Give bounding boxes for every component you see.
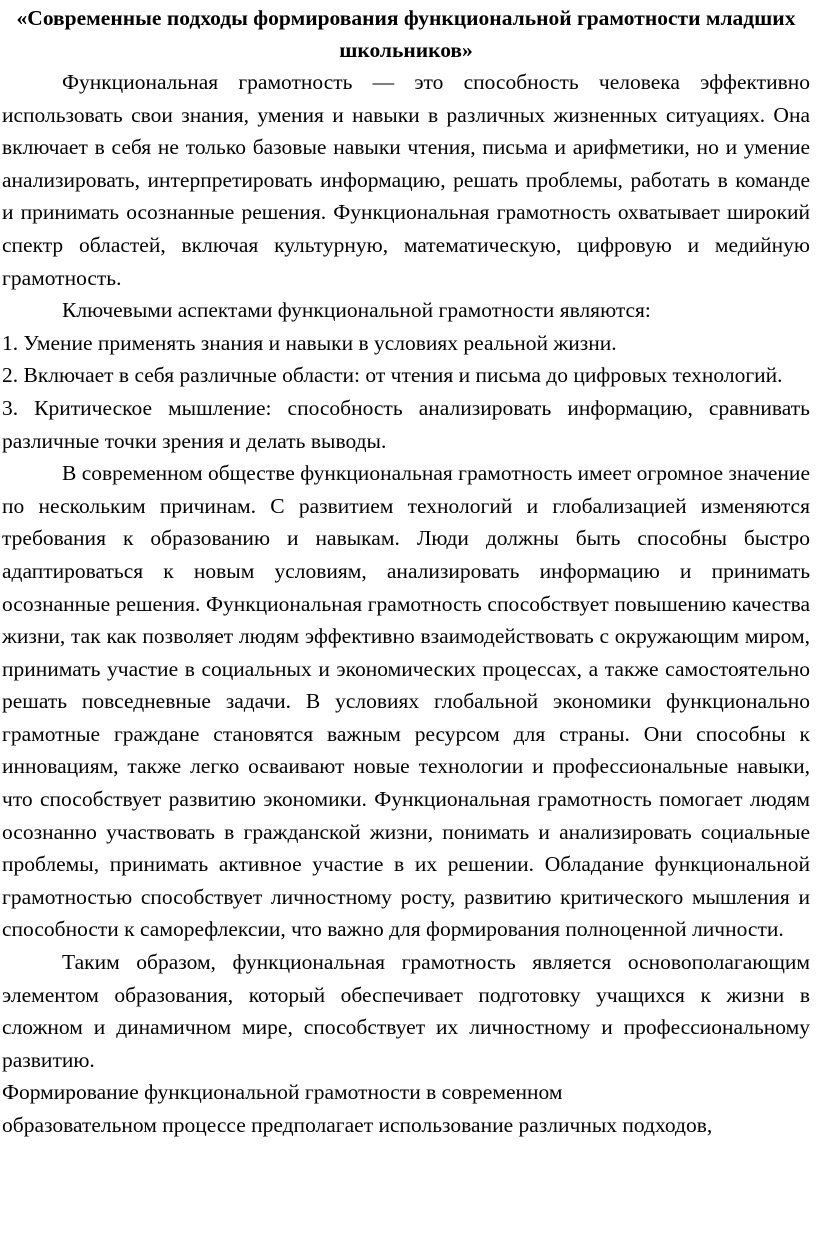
paragraph-key-aspects-intro: Ключевыми аспектами функциональной грамотности являются: [62, 298, 651, 323]
list-item: 3. Критическое мышление: способность анализировать информацию, сравнивать различные точки зрения и делать выводы. [2, 395, 810, 453]
closing-line: Формирование функциональной грамотности в современном [2, 1080, 563, 1105]
paragraph-definition: Функциональная грамотность — это способность человека эффективно использовать свои знания, умения и навыки в различных жизненных ситуациях. Она включает в себя не только базовые навыки чтения, письма и арифметики, но и умение анализировать, интерпретировать информацию, решать проблемы, работать в команде и принимать осознанные решения. Функциональная грамотность охватывает широкий спектр областей, включая культурную, математическую, цифровую и медийную грамотность. [2, 70, 810, 290]
paragraph-conclusion: Таким образом, функциональная грамотность является основополагающим элементом образования, который обеспечивает подготовку учащихся к жизни в сложном и динамичном мире, способствует их личностному и профессиональному развитию. [2, 950, 810, 1072]
list-item: 1. Умение применять знания и навыки в условиях реальной жизни. [2, 330, 617, 355]
closing-line: образовательном процессе предполагает использование различных подходов, [2, 1113, 713, 1137]
paragraph-modern-society: В современном обществе функциональная грамотность имеет огромное значение по нескольким причинам. С развитием технологий и глобализацией изменяются требования к образованию и навыкам. Люди должны быть способны быстро адаптироваться к новым условиям, анализировать информацию и принимать осознанные решения. Функциональная грамотность способствует повышению качества жизни, так как позволяет людям эффективно взаимодействовать с окружающим миром, принимать участие в социальных и экономических процессах, а также самостоятельно решать повседневные задачи. В условиях глобальной экономики функционально грамотные граждане становятся важным ресурсом для страны. Они способны к инновациям, также легко осваивают новые технологии и профессиональные навыки, что способствует развитию экономики. Функциональная грамотность помогает людям осознанно участвовать в гражданской жизни, понимать и анализировать социальные проблемы, принимать активное участие в их решении. Обладание функциональной грамотностью способствует личностному росту, развитию критического мышления и способности к саморефлексии, что важно для формирования полноценной личности. [2, 461, 810, 942]
list-item: 2. Включает в себя различные области: от чтения и письма до цифровых технологий. [2, 363, 783, 388]
document-title: «Современные подходы формирования функциональной грамотности младших школьников» [16, 6, 796, 62]
